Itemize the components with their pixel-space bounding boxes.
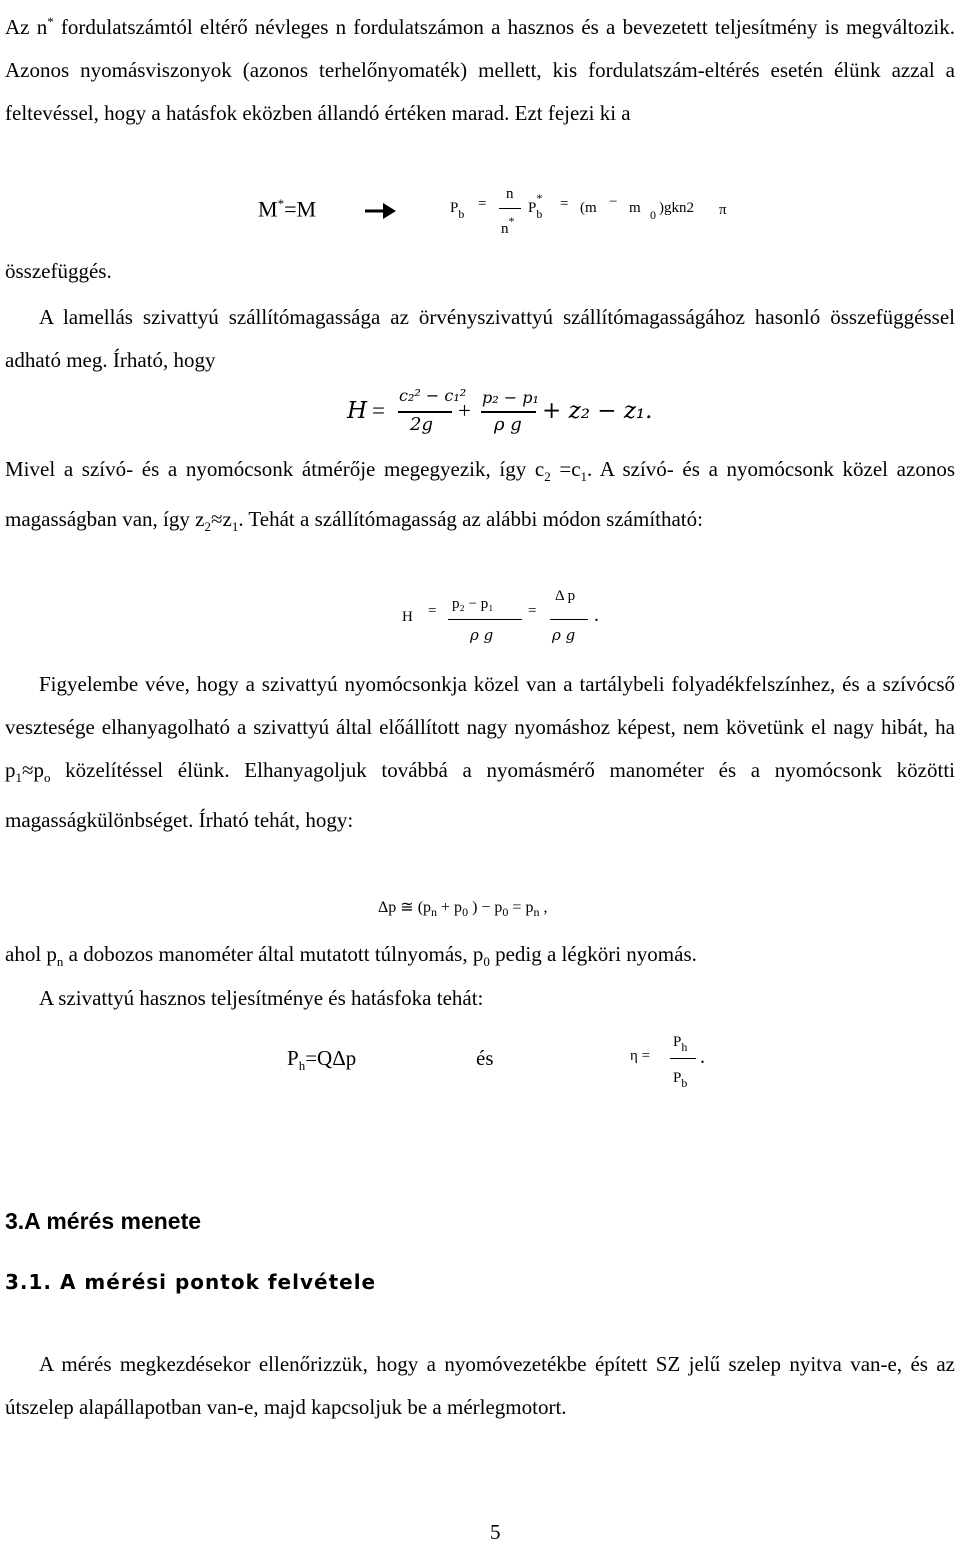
equation-moment — [258, 196, 316, 222]
eq-symbol: P — [673, 1070, 682, 1086]
eq-equals: = — [560, 196, 569, 212]
subscript: 0 — [483, 954, 490, 970]
paragraph-power: A szivattyú hasznos teljesítménye és hatásfoka tehát: — [39, 986, 484, 1010]
text: fordulatszámtól eltérő névleges n fordulatszámon a hasznos és a bevezetett teljesítmény is megváltozik. Azonos nyomásviszonyok (azonos terhelőnyomaték) mellett, kis fordulatszám-eltérés esetén élünk azzal a feltevéssel, hogy a hatásfok eközben állandó értéken marad. Ezt fejezi ki a — [5, 15, 955, 125]
eq-term: ) − p — [468, 899, 503, 916]
eq-sub: b — [681, 1076, 688, 1090]
subscript: 2 — [544, 469, 551, 485]
eq-term: + p — [437, 899, 463, 916]
eq-denominator — [501, 214, 515, 238]
eq-sub: h — [298, 1058, 306, 1074]
eq-term: + z₂ − z₁. — [542, 398, 653, 424]
eq-term: =QΔp — [305, 1046, 357, 1070]
eq-numerator: n — [506, 186, 514, 202]
eq-dot: . — [594, 604, 599, 626]
arrow-right-icon — [365, 200, 397, 222]
eq-sup: * — [277, 196, 285, 211]
eq-denominator: ρ g — [470, 626, 494, 644]
text: a dobozos manométer által mutatott túlnyomás, p — [63, 942, 484, 966]
eq-denominator: ρ g — [494, 414, 522, 435]
eq-sub: 0 — [650, 208, 656, 222]
text: ≈z — [210, 507, 232, 532]
eq-symbol: H — [347, 398, 368, 424]
eq-sub: n — [431, 905, 438, 920]
eq-term: m — [629, 200, 641, 216]
eq-symbol: H — [402, 609, 413, 625]
eq-term: )gkn2 — [659, 200, 694, 216]
paragraph-intro — [5, 0, 955, 135]
eq-numerator: Δ p — [555, 588, 576, 604]
fraction-bar — [499, 208, 521, 209]
subscript: 1 — [231, 519, 239, 535]
eq-term: Δp ≅ (p — [378, 899, 432, 916]
eq-numerator: p₂ − p₁ — [452, 596, 494, 612]
fraction-bar — [398, 411, 452, 413]
eq-sub: n — [533, 905, 540, 920]
paragraph-head: A lamellás szivattyú szállítómagassága az örvényszivattyú szállítómagasságához hasonló összefüggéssel adható meg. Írható, hogy — [5, 305, 955, 372]
fraction-bar — [448, 619, 522, 620]
paragraph-suction — [5, 448, 955, 548]
subscript: o — [44, 770, 51, 786]
fraction-bar — [550, 619, 588, 620]
equation-pressure — [378, 897, 547, 920]
fraction-bar — [481, 411, 536, 413]
eq-sup: * — [536, 191, 543, 205]
text: . A szívó- és a nyomócsonk közel azonos magasságban van, így z — [5, 457, 955, 532]
eq-minus: − — [609, 194, 618, 210]
text: Figyelembe véve, hogy a szivattyú nyomócsonkja közel van a tartálybeli folyadékfelszínhez, és a szívócső vesztesége elhanyagolható a szivattyú által előállított nagy nyomáshoz képest, nem követünk el nagy hibát, ha p — [5, 672, 955, 782]
eq-conjunction: és — [476, 1046, 494, 1070]
eq-plus: + — [458, 398, 471, 423]
eq-term: (m — [580, 200, 597, 216]
fraction-bar — [670, 1058, 696, 1059]
eq-sub: h — [681, 1040, 688, 1054]
subsection-heading: 3.1. A mérési pontok felvétele — [5, 1270, 377, 1294]
eq-denominator: 2g — [410, 414, 433, 435]
superscript: * — [47, 14, 54, 29]
eq-dot: . — [700, 1046, 705, 1068]
eq-sup: * — [508, 214, 515, 228]
section-heading: 3.A mérés menete — [5, 1208, 202, 1234]
equation-power-star — [528, 191, 548, 221]
eq-sub: 0 — [462, 905, 469, 920]
text: pedig a légköri nyomás. — [489, 942, 697, 966]
eq-denominator: ρ g — [552, 626, 576, 644]
eq-denominator — [673, 1070, 688, 1090]
eq-symbol: P — [673, 1034, 682, 1050]
eq-numerator: c₂² − c₁² — [399, 386, 467, 405]
equation-power — [450, 200, 465, 221]
eq-symbol: n — [501, 221, 509, 237]
eq-symbol: =M — [284, 196, 317, 222]
eq-equals: = — [528, 603, 537, 619]
equation-useful-power — [287, 1046, 356, 1074]
paragraph-approx — [5, 663, 955, 842]
eq-symbol: M — [258, 196, 278, 222]
eq-numerator — [673, 1034, 688, 1054]
text: ≈p — [22, 758, 45, 782]
subscript: 1 — [15, 770, 22, 786]
eq-sub: b — [458, 207, 465, 221]
text: =c — [550, 457, 581, 481]
text: közelítéssel élünk. Elhanyagoljuk továbbá a nyomásmérő manométer és a nyomócsonk közötti magasságkülönbséget. Írható tehát, hogy: — [5, 758, 955, 833]
eq-symbol: P — [450, 200, 459, 216]
text: . Tehát a szállítómagasság az alábbi módon számítható: — [238, 507, 703, 532]
text: Mivel a szívó- és a nyomócsonk átmérője megegyezik, így c — [5, 457, 545, 481]
subscript: n — [56, 954, 64, 970]
eq-equals: = — [372, 398, 385, 423]
eq-term: = p — [508, 899, 534, 916]
eq-pi: π — [719, 202, 727, 218]
text: ahol p — [5, 942, 57, 966]
page-number: 5 — [490, 1520, 501, 1544]
eq-eta: η = — [630, 1048, 651, 1064]
paragraph-where — [5, 942, 697, 970]
eq-symbol: P — [528, 200, 537, 216]
eq-symbol: P — [287, 1046, 299, 1070]
eq-sub: b — [536, 207, 543, 221]
subscript: 2 — [204, 519, 211, 535]
paragraph-procedure: A mérés megkezdésekor ellenőrizzük, hogy a nyomóvezetékbe épített SZ jelű szelep nyitva van-e, és az útszelep alapállapotban van-e, majd kapcsoljuk be a mérlegmotort. — [5, 1352, 955, 1419]
text: Az n — [5, 15, 48, 39]
eq-equals: = — [478, 196, 487, 212]
subscript: 1 — [580, 469, 588, 485]
eq-equals: = — [428, 603, 437, 619]
paragraph-end: összefüggés. — [5, 259, 112, 283]
eq-sub: 0 — [502, 905, 509, 920]
eq-term: , — [539, 899, 548, 916]
eq-numerator: p₂ − p₁ — [482, 388, 539, 407]
